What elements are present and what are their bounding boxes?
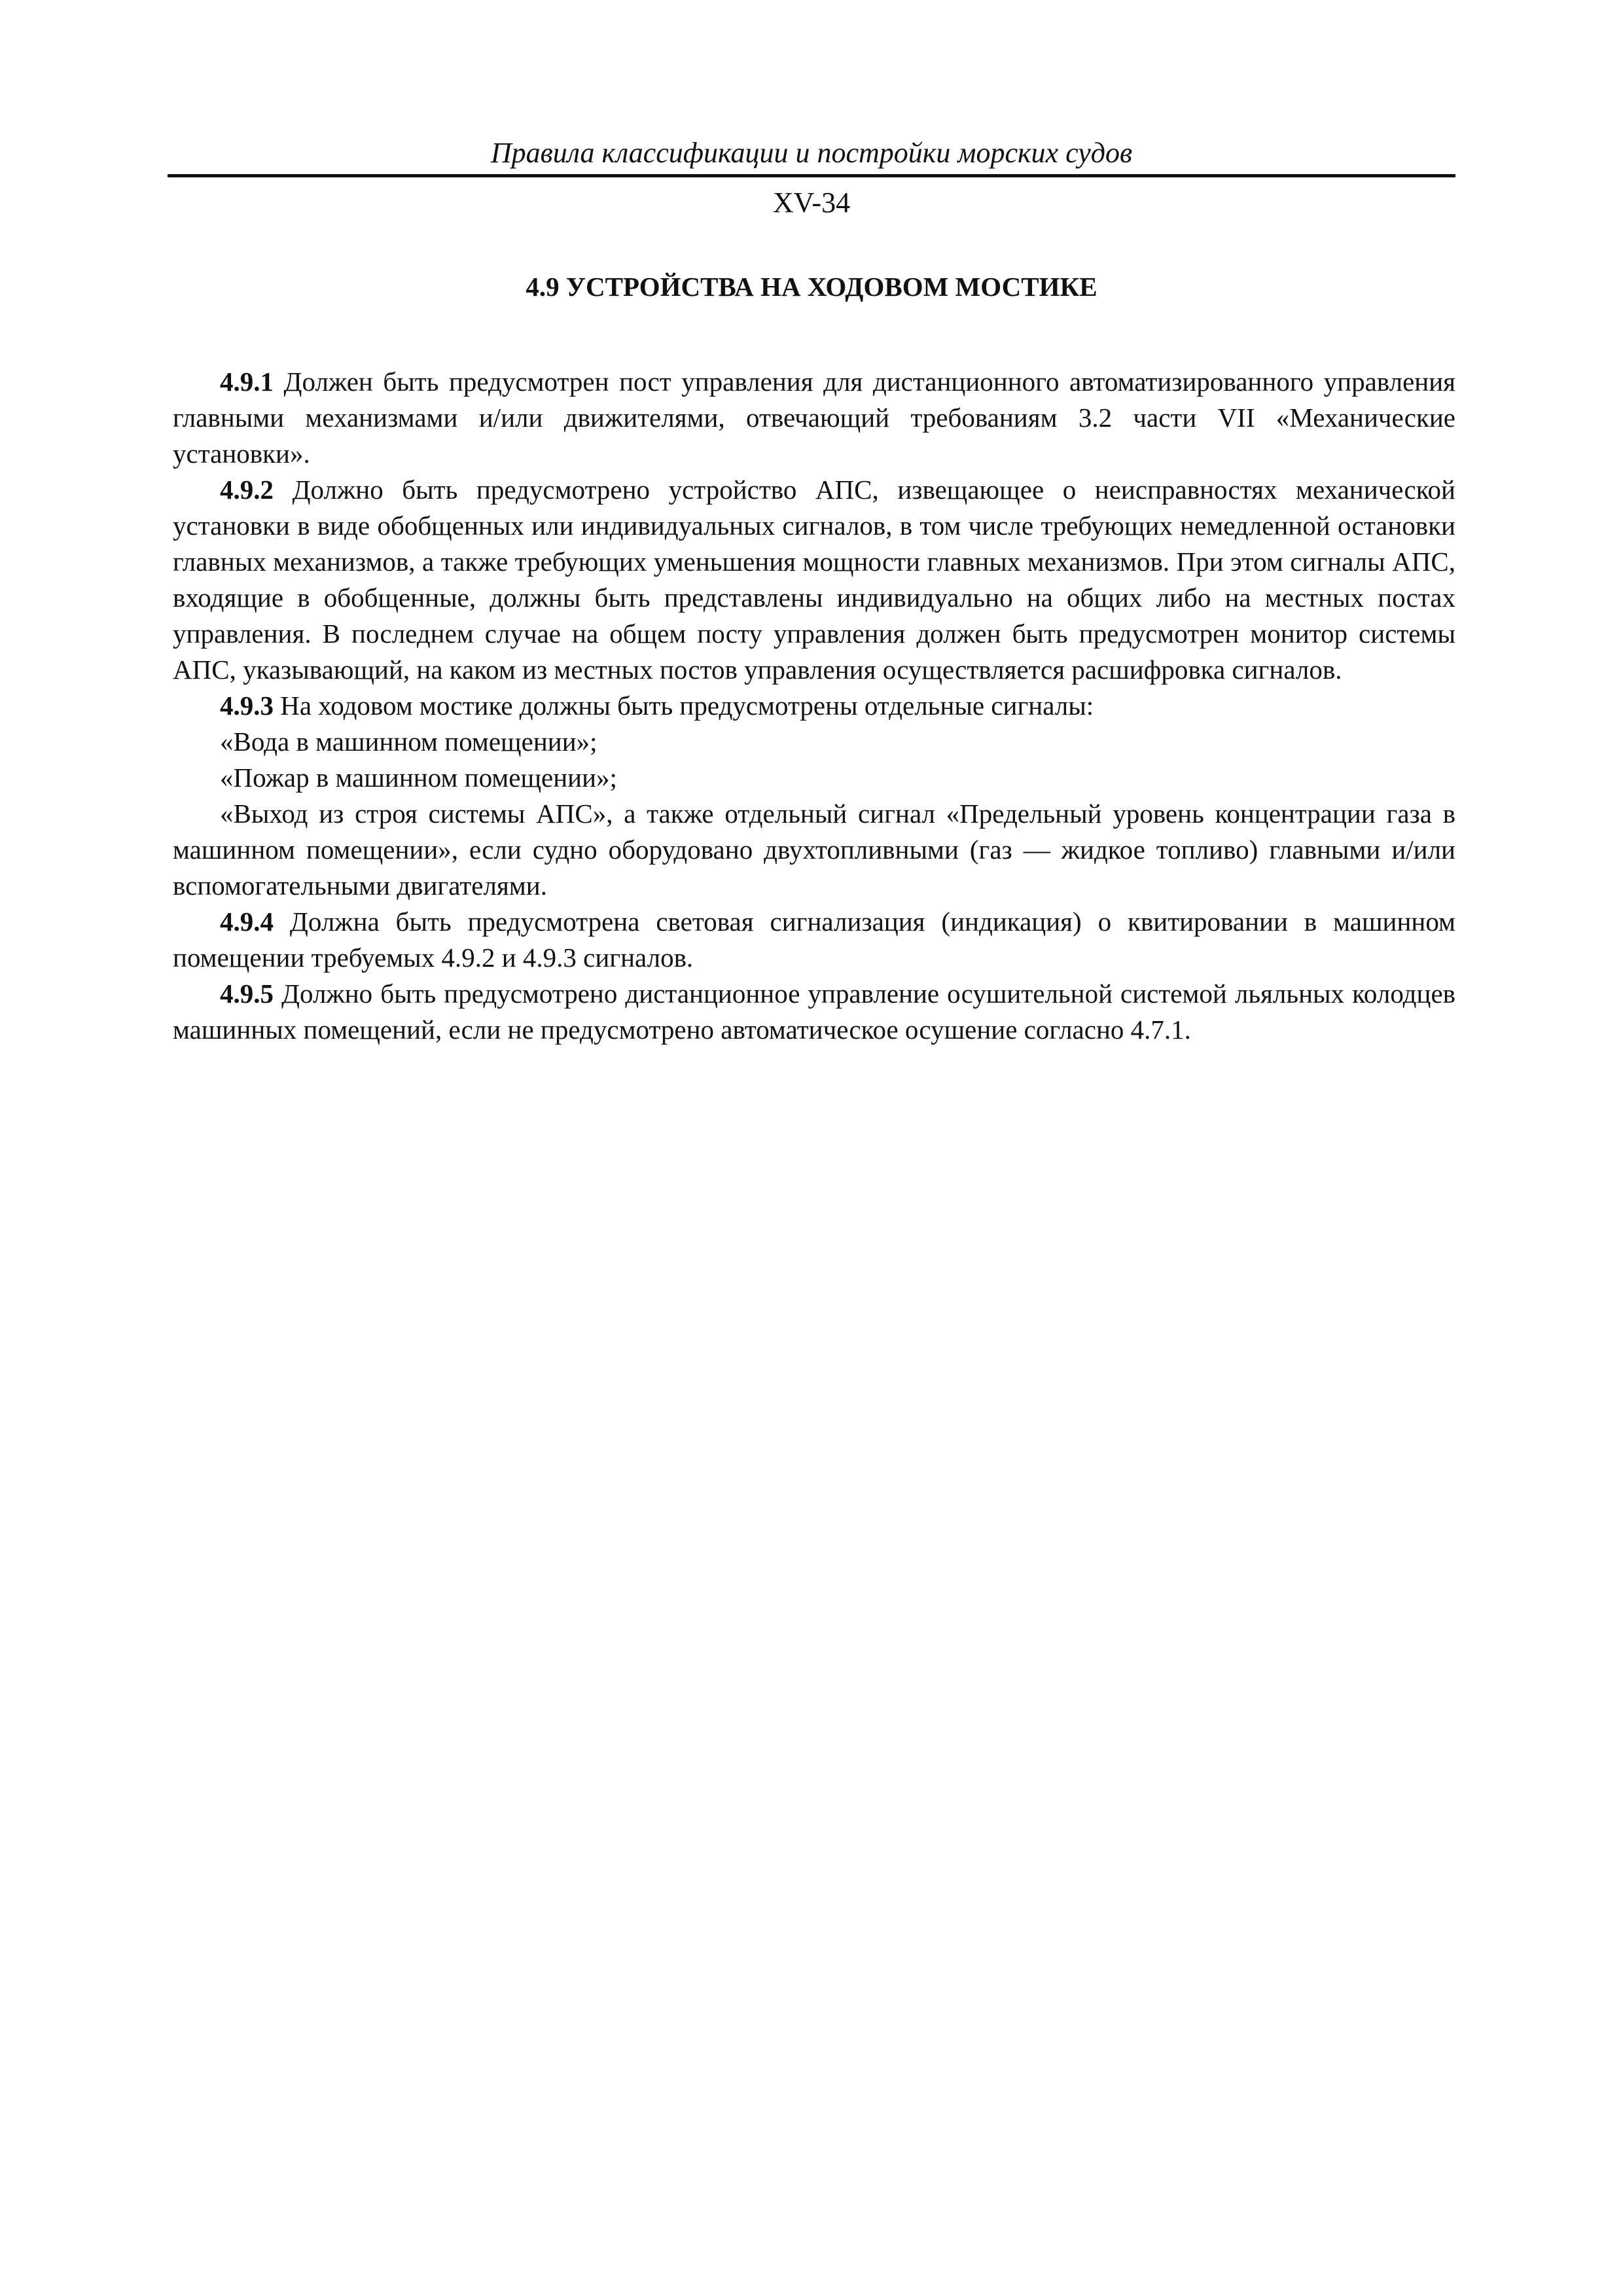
paragraph-number: 4.9.5 [220, 978, 274, 1009]
signal-item-fire [173, 760, 1455, 796]
body-text [173, 364, 1455, 1048]
running-header: Правила классификации и постройки морских судов [490, 137, 1133, 169]
paragraph-4-9-3 [173, 688, 1455, 724]
paragraph-text: Должна быть предусмотрена световая сигнализация (индикация) о квитировании в машинном помещении требуемых 4.9.2 и 4.9.3 сигналов. [173, 906, 1455, 973]
paragraph-4-9-1 [173, 364, 1455, 472]
paragraph-4-9-2 [173, 472, 1455, 688]
signal-item-water [173, 724, 1455, 760]
paragraph-text: «Выход из строя системы АПС», а также отдельный сигнал «Предельный уровень концентрации газа в машинном помещении», если судно оборудовано двухтопливными (газ — жидкое топливо) главными и/или вспомогательными двигателями. [173, 798, 1455, 901]
paragraph-text: Должен быть предусмотрен пост управления для дистанционного автоматизированного управления главными механизмами и/или движителями, отвечающий требованиям 3.2 части VII «Механические установки». [173, 367, 1456, 469]
paragraph-text: На ходовом мостике должны быть предусмотрены отдельные сигналы: [280, 691, 1094, 721]
section-heading: 4.9 УСТРОЙСТВА НА ХОДОВОМ МОСТИКЕ [526, 272, 1097, 302]
paragraph-4-9-4 [173, 904, 1455, 976]
paragraph-text: «Пожар в машинном помещении»; [220, 762, 617, 793]
paragraph-4-9-5 [173, 976, 1455, 1048]
paragraph-number: 4.9.4 [220, 906, 274, 937]
paragraph-number: 4.9.3 [220, 691, 274, 721]
paragraph-number: 4.9.1 [220, 367, 274, 397]
paragraph-text: Должно быть предусмотрено дистанционное управление осушительной системой льяльных колодцев машинных помещений, если не предусмотрено автоматическое осушение согласно 4.7.1. [173, 978, 1456, 1045]
paragraph-number: 4.9.2 [220, 475, 274, 505]
paragraph-text: «Вода в машинном помещении»; [220, 726, 597, 757]
page-number: XV-34 [772, 187, 851, 219]
paragraph-text: Должно быть предусмотрено устройство АПС, извещающее о неисправностях механической установки в виде обобщенных или индивидуальных сигналов, в том числе требующих немедленной остановки главных механизмов, а также требующих уменьшения мощности главных механизмов. При этом сигналы АПС, входящие в обобщенные, должны быть представлены индивидуально на общих либо на местных постах управления. В последнем случае на общем посту управления должен быть предусмотрен монитор системы АПС, указывающий, на каком из местных постов управления осуществляется расшифровка сигналов. [173, 475, 1456, 685]
signal-item-aps-failure [173, 796, 1455, 904]
header-rule [168, 174, 1455, 177]
